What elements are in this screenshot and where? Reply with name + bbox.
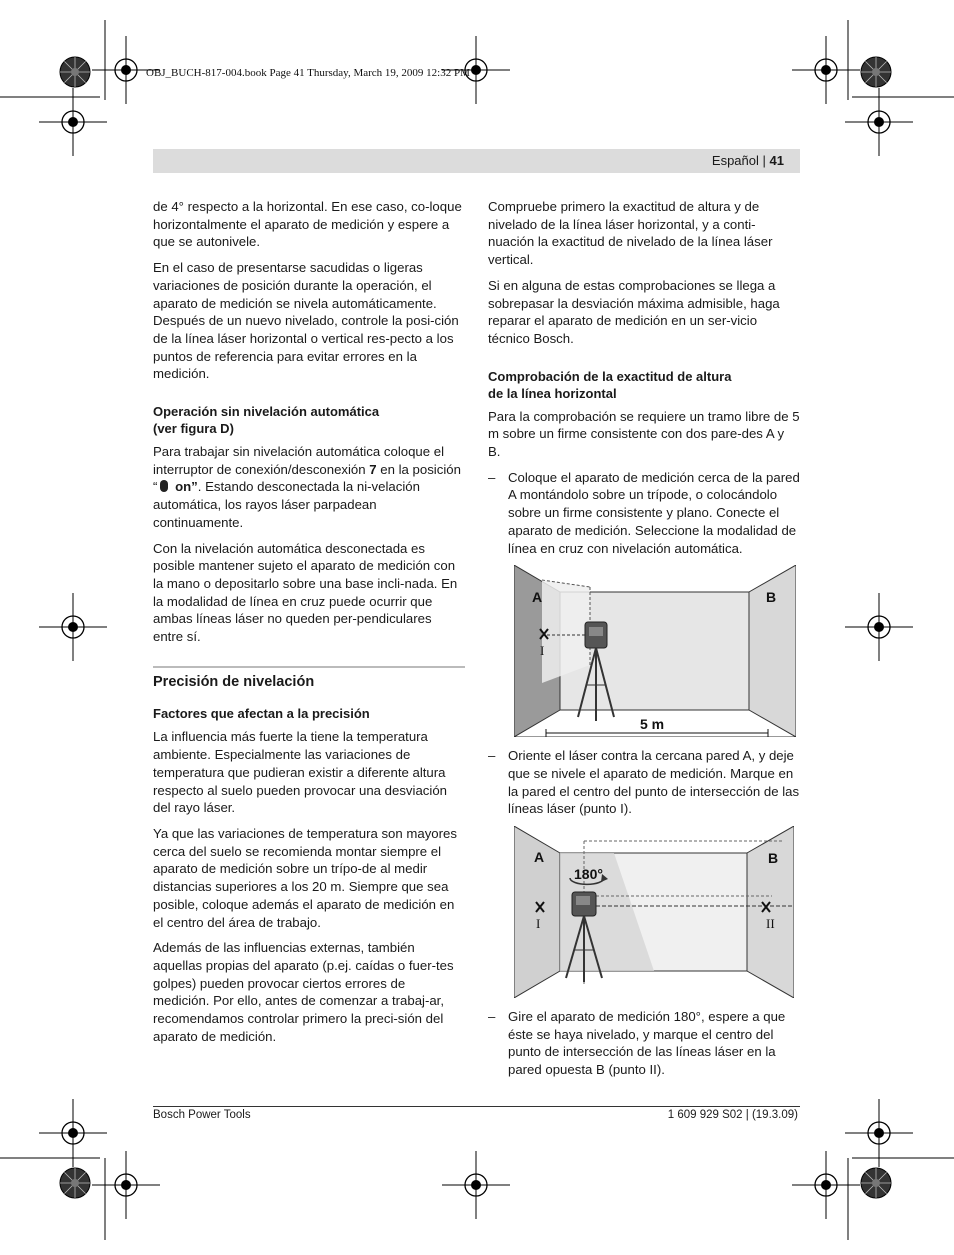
figure2-point-1: I bbox=[536, 916, 541, 932]
paragraph-switch: Para trabajar sin nivelación automática coloque el interruptor de conexión/desconexión 7 en la posición “ on”. Estando desconectada la ni-velación automática, los rayos láser parpadean continuamente. bbox=[153, 444, 461, 530]
header-text bbox=[712, 153, 784, 168]
page-header bbox=[153, 149, 800, 173]
paragraph: Además de las influencias externas, también aquellas propias del aparato (p.ej. caídas o fuer-tes golpes) pueden provocar ciertos errores de medición. Por ello, antes de comenzar a trabaj-ar, recomendamos controlar primero la preci-sión del aparato de medición. bbox=[153, 940, 454, 1044]
paragraph: Para la comprobación se requiere un tramo libre de 5 m sobre un firme consistente con dos pare-des A y B. bbox=[488, 408, 800, 460]
section-title: Precisión de nivelación bbox=[153, 673, 315, 690]
section-divider bbox=[153, 666, 465, 668]
subheading-operation: Operación sin nivelación automática (ver figura D) bbox=[153, 404, 380, 437]
figure-rotate-180 bbox=[514, 826, 794, 998]
figure1-point-label: I bbox=[540, 643, 545, 659]
figure2-label-a: A bbox=[534, 849, 545, 866]
paragraph: La influencia más fuerte la tiene la temperatura ambiente. Especialmente las variaciones de temperatura que pudieran existir a diferente altura respecto al suelo pueden provocar una desviación del rayo láser. bbox=[153, 729, 447, 816]
step-item: – Gire el aparato de medición 180°, espere a que éste se haya nivelado, y marque el centro del punto de intersección de las líneas láser en la pared opuesta B (punto II). bbox=[488, 1008, 800, 1079]
paragraph: Con la nivelación automática desconectada es posible mantener sujeto el aparato de medición con la mano o depositarlo sobre una base incli-nada. En la modalidad de línea en cruz puede ocurrir que ambas líneas láser no queden per-pendiculares entre sí. bbox=[153, 540, 458, 645]
footer-brand: Bosch Power Tools bbox=[153, 1109, 251, 1121]
on-switch-icon bbox=[160, 480, 168, 492]
page-number: 41 bbox=[769, 153, 784, 168]
subheading-check: Comprobación de la exactitud de altura de la línea horizontal bbox=[488, 368, 732, 401]
paragraph: Si en alguna de estas comprobaciones se llega a sobrepasar la desviación máxima admisible, haga reparar el aparato de medición en un ser-vicio técnico Bosch. bbox=[488, 277, 780, 346]
right-column bbox=[488, 198, 800, 1087]
figure1-label-b: B bbox=[766, 589, 777, 606]
paragraph: En el caso de presentarse sacudidas o ligeras variaciones de posición durante la operación, el aparato de medición se nivela automáticamente. Después de un nuevo nivelado, controle la posi-ción de la línea láser horizontal o vertical res-pecto a los puntos de referencia para evitar errores en la medición. bbox=[153, 260, 459, 382]
figure-room-setup bbox=[514, 565, 796, 737]
figure2-label-b: B bbox=[768, 850, 779, 867]
step-item: – Coloque el aparato de medición cerca de la pared A montándolo sobre un trípode, o colocándolo sobre un firme consistente y plano. Conecte el aparato de medición. Seleccione la modalidad de línea en cruz con nivelación automática. bbox=[488, 469, 800, 558]
figure2-angle: 180° bbox=[574, 866, 603, 883]
left-column bbox=[153, 198, 465, 1053]
header-separator: | bbox=[762, 153, 766, 168]
figure1-label-a: A bbox=[532, 589, 543, 606]
subheading-factors: Factores que afectan a la precisión bbox=[153, 706, 370, 722]
footer-rule bbox=[153, 1106, 800, 1107]
figure2-point-2: II bbox=[766, 916, 775, 932]
footer-doc-number: 1 609 929 S02 | (19.3.09) bbox=[667, 1109, 798, 1121]
step-item: – Oriente el láser contra la cercana pared A, y deje que se nivele el aparato de medición. Marque en la pared el centro del punto de intersección de las líneas láser (punto I). bbox=[488, 747, 800, 818]
header-language: Español bbox=[711, 153, 759, 168]
print-info: OBJ_BUCH-817-004.book Page 41 Thursday, March 19, 2009 12:32 PM bbox=[146, 67, 470, 79]
figure1-distance: 5 m bbox=[640, 716, 665, 733]
paragraph: Ya que las variaciones de temperatura son mayores cerca del suelo se recomienda montar siempre el aparato de medición sobre un trípo-de al medir distancias superiores a los 20 m. Siempre que sea posible, coloque además el aparato de medición en el centro del área de trabajo. bbox=[153, 825, 457, 930]
paragraph: Compruebe primero la exactitud de altura y de nivelado de la línea láser horizontal, y a conti-nuación la exactitud de nivelado de la línea láser vertical. bbox=[488, 199, 773, 268]
paragraph: de 4° respecto a la horizontal. En ese caso, co-loque horizontalmente el aparato de medición y espere a que se autonivele. bbox=[153, 199, 462, 250]
